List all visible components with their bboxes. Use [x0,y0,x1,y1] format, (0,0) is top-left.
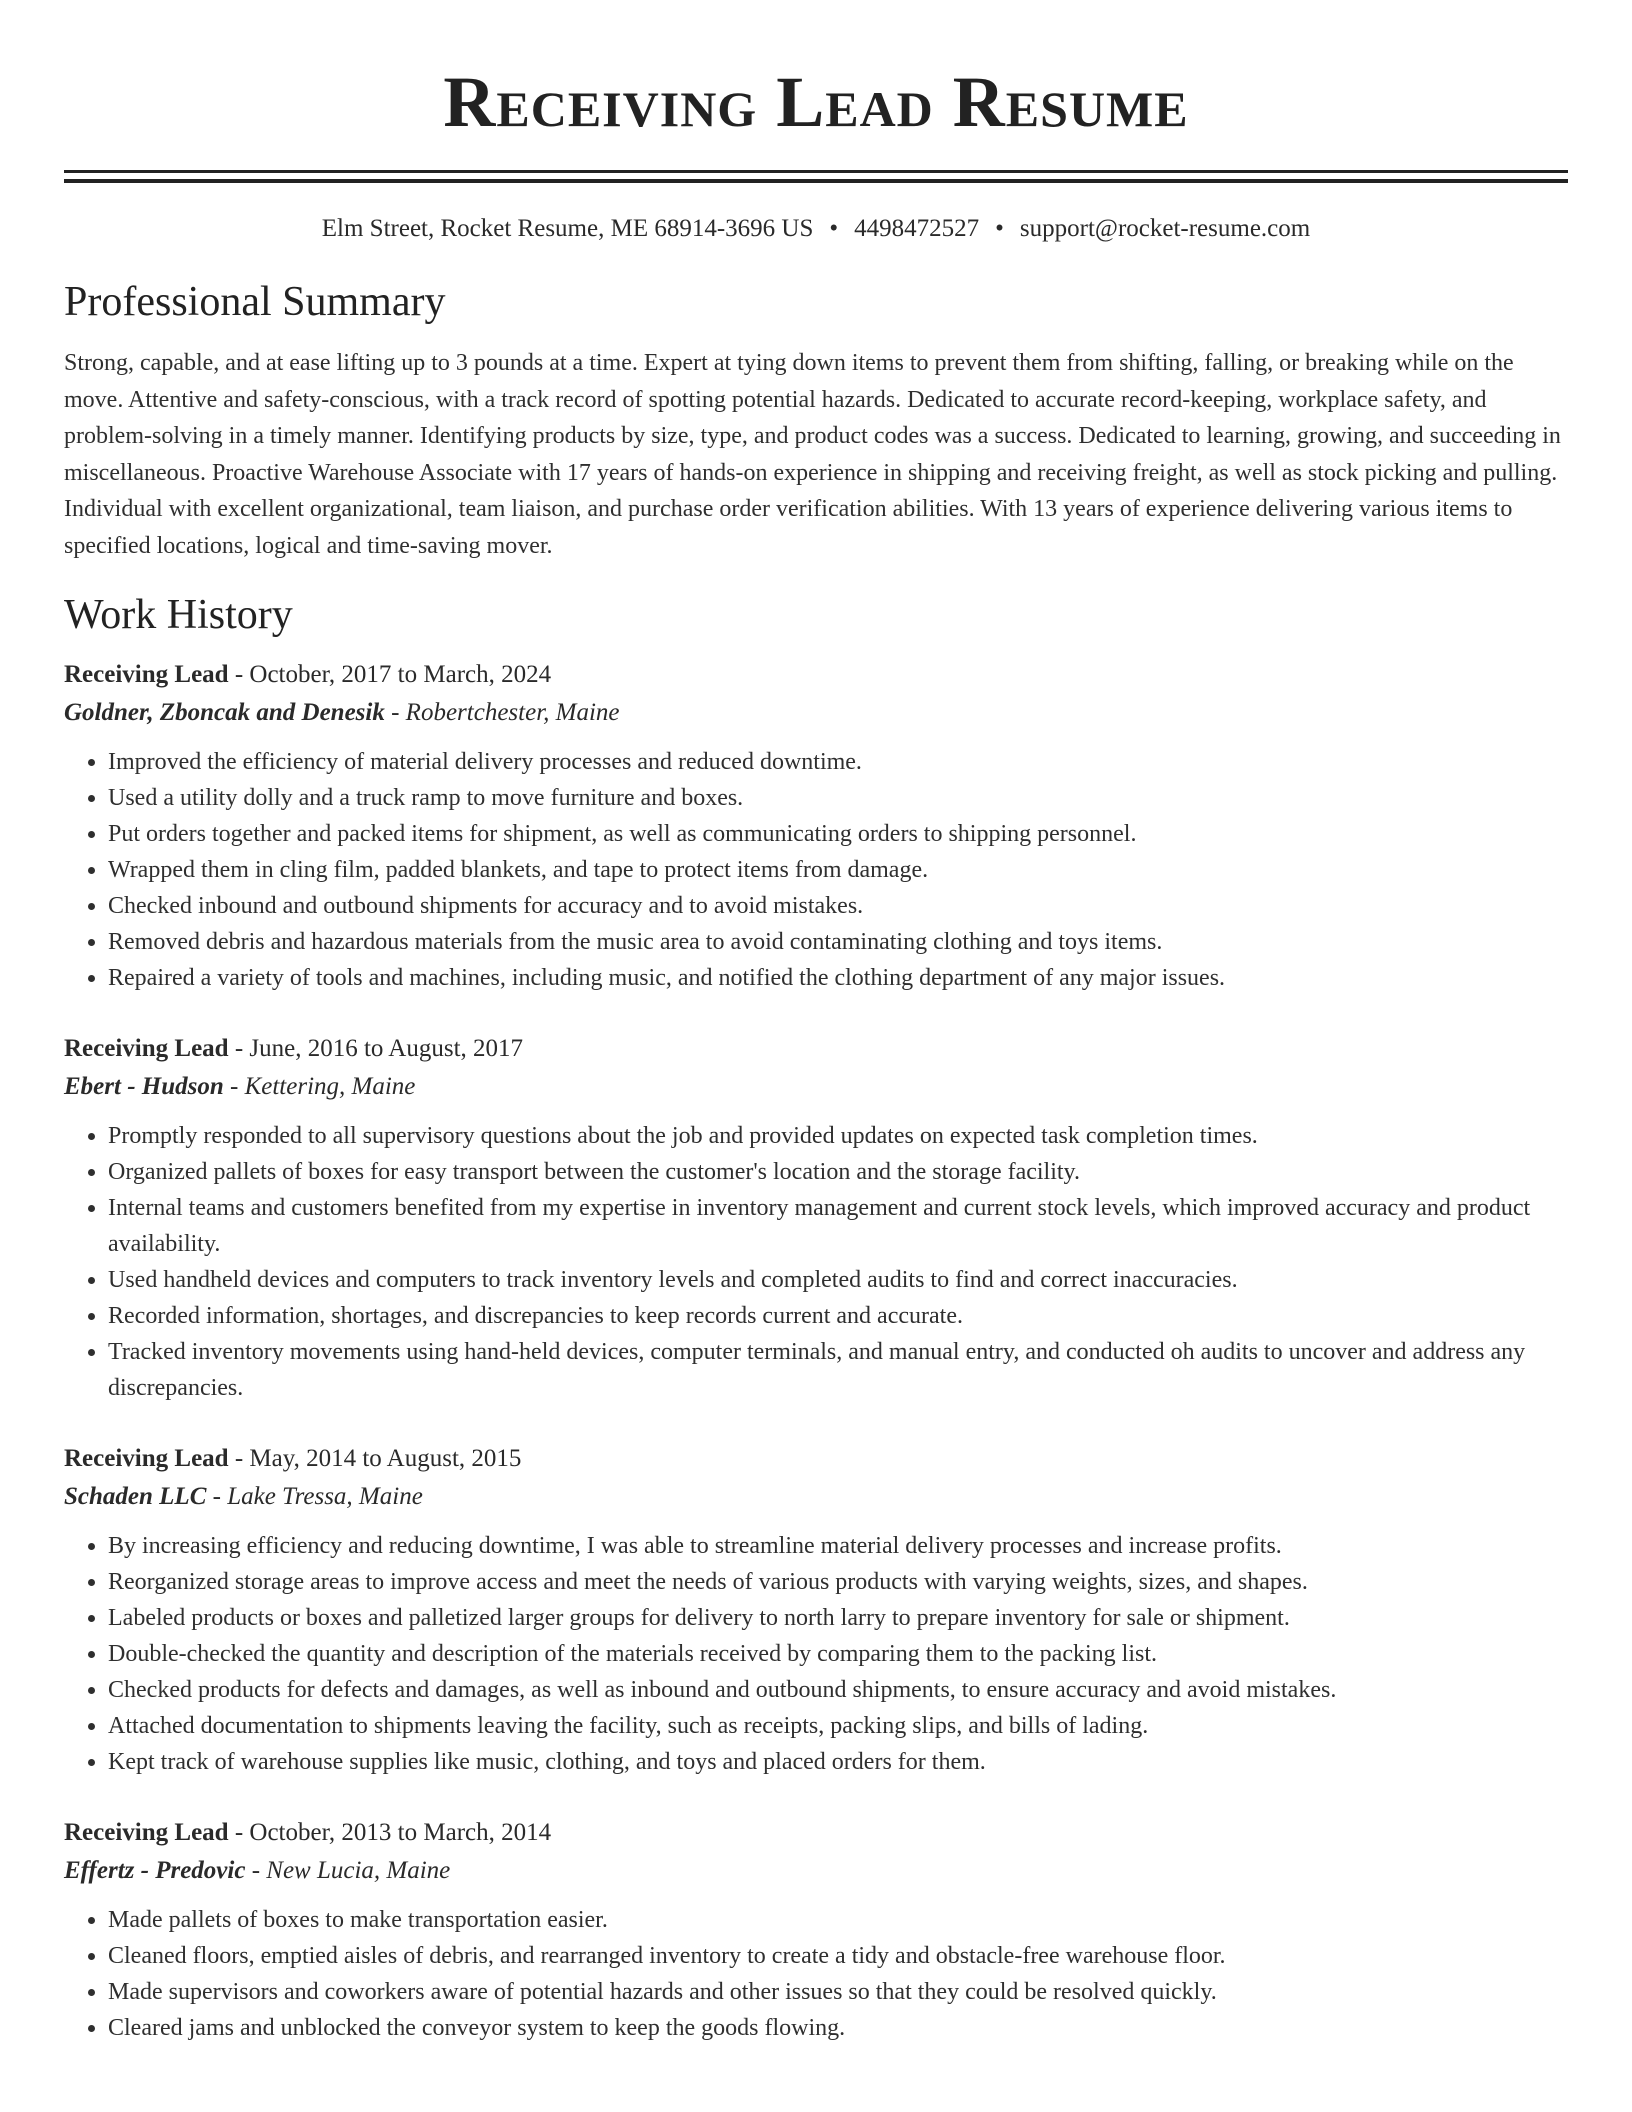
title-rule-top [64,170,1568,173]
list-item: • Made supervisors and coworkers aware of potential hazards and other issues so that they could be resolved quickly. [108,1974,1568,2010]
job-dates: - October, 2013 to March, 2014 [228,1819,552,1846]
list-item: • Cleared jams and unblocked the conveyor system to keep the goods flowing. [108,2010,1568,2046]
contact-line [64,213,1568,245]
job-entry [64,1440,1568,1780]
list-item: • Checked inbound and outbound shipments for accuracy and to avoid mistakes. [108,888,1568,924]
company-location: - Robertchester, Maine [384,699,620,726]
resume-page [64,0,1568,2046]
list-item: • Used a utility dolly and a truck ramp to move furniture and boxes. [108,780,1568,816]
summary-section [64,277,1568,564]
job-title: Receiving Lead [64,1035,229,1062]
list-item: • Kept track of warehouse supplies like music, clothing, and toys and placed orders for them. [108,1744,1568,1780]
company-line [64,694,1568,732]
company-location: - Kettering, Maine [223,1073,416,1100]
job-entry [64,1814,1568,2046]
job-title: Receiving Lead [64,661,229,688]
list-item: • Used handheld devices and computers to track inventory levels and completed audits to find and correct inaccuracies. [108,1262,1568,1298]
contact-phone: 4498472527 [854,215,980,242]
contact-separator: • [995,215,1004,242]
job-title-line [64,1030,1568,1068]
contact-separator: • [829,215,839,242]
list-item: • Recorded information, shortages, and discrepancies to keep records current and accurate. [108,1298,1568,1334]
list-item: • Organized pallets of boxes for easy transport between the customer's location and the storage facility. [108,1154,1568,1190]
company-line [64,1068,1568,1106]
job-dates: - May, 2014 to August, 2015 [228,1445,522,1472]
resume-title: Receiving Lead Resume [443,62,1189,142]
job-entry [64,1030,1568,1406]
list-item: • Internal teams and customers benefited from my expertise in inventory management and current stock levels, which improved accuracy and product availability. [108,1190,1568,1262]
job-bullets [64,1118,1568,1406]
job-bullets [64,1528,1568,1780]
list-item: • Reorganized storage areas to improve access and meet the needs of various products with varying weights, sizes, and shapes. [108,1564,1568,1600]
work-history-heading: Work History [64,592,293,638]
company-location: - New Lucia, Maine [245,1857,451,1884]
job-title-line [64,1814,1568,1852]
company-name: Goldner, Zboncak and Denesik [64,699,385,726]
work-history-section [64,590,1568,2046]
job-title-line [64,656,1568,694]
job-title: Receiving Lead [64,1445,229,1472]
company-line [64,1852,1568,1890]
contact-email: support@rocket-resume.com [1019,215,1311,242]
list-item: • Repaired a variety of tools and machines, including music, and notified the clothing department of any major issues. [108,960,1568,996]
job-title-line [64,1440,1568,1478]
list-item: • Double-checked the quantity and description of the materials received by comparing them to the packing list. [108,1636,1568,1672]
list-item: • Promptly responded to all supervisory questions about the job and provided updates on expected task completion times. [108,1118,1568,1154]
list-item: • By increasing efficiency and reducing downtime, I was able to streamline material delivery processes and increase profits. [108,1528,1568,1564]
company-location: - Lake Tressa, Maine [206,1483,423,1510]
company-name: Schaden LLC [64,1483,207,1510]
job-title: Receiving Lead [64,1819,229,1846]
list-item: • Labeled products or boxes and palletized larger groups for delivery to north larry to prepare inventory for sale or shipment. [108,1600,1568,1636]
job-bullets [64,744,1568,996]
list-item: • Tracked inventory movements using hand-held devices, computer terminals, and manual entry, and conducted oh audits to uncover and address any discrepancies. [108,1334,1568,1406]
job-bullets [64,1902,1568,2046]
summary-text: Strong, capable, and at ease lifting up to 3 pounds at a time. Expert at tying down items to prevent them from shifting, falling, or breaking while on the move. Attentive and safety-conscious, with a track record of spotting potential hazards. Dedicated to accurate record-keeping, workplace safety, and problem-solving in a timely manner. Identifying products by size, type, and product codes was a success. Dedicated to learning, growing, and succeeding in miscellaneous. Proactive Warehouse Associate with 17 years of hands-on experience in shipping and receiving freight, as well as stock picking and pulling. Individual with excellent organizational, team liaison, and purchase order verification abilities. With 13 years of experience delivering various items to specified locations, logical and time-saving mover. [64,350,1561,559]
list-item: • Improved the efficiency of material delivery processes and reduced downtime. [108,744,1568,780]
company-name: Effertz - Predovic [64,1857,246,1884]
list-item: • Attached documentation to shipments leaving the facility, such as receipts, packing slips, and bills of lading. [108,1708,1568,1744]
list-item: • Made pallets of boxes to make transportation easier. [108,1902,1568,1938]
contact-address: Elm Street, Rocket Resume, ME 68914-3696 US [321,215,814,242]
list-item: • Removed debris and hazardous materials from the music area to avoid contaminating clothing and toys items. [108,924,1568,960]
summary-heading: Professional Summary [64,279,446,325]
list-item: • Cleaned floors, emptied aisles of debris, and rearranged inventory to create a tidy and obstacle-free warehouse floor. [108,1938,1568,1974]
list-item: • Wrapped them in cling film, padded blankets, and tape to protect items from damage. [108,852,1568,888]
job-dates: - June, 2016 to August, 2017 [228,1035,524,1062]
title-rule-bottom [64,179,1568,183]
job-entry [64,656,1568,996]
company-name: Ebert - Hudson [64,1073,224,1100]
list-item: • Checked products for defects and damages, as well as inbound and outbound shipments, to ensure accuracy and avoid mistakes. [108,1672,1568,1708]
company-line [64,1478,1568,1516]
list-item: • Put orders together and packed items for shipment, as well as communicating orders to shipping personnel. [108,816,1568,852]
job-dates: - October, 2017 to March, 2024 [228,661,552,688]
